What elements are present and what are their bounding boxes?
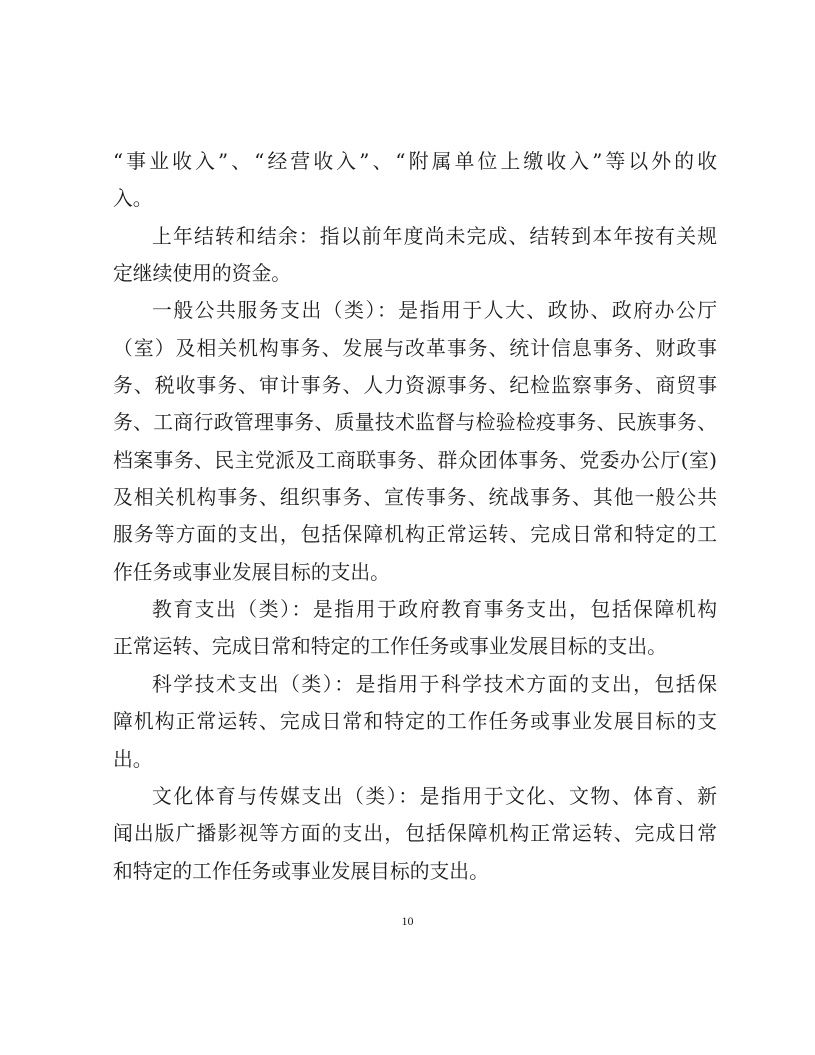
text-line: 作任务或事业发展目标的支出。: [113, 560, 390, 584]
text-line: （室）及相关机构事务、发展与改革事务、统计信息事务、财政事: [113, 336, 717, 360]
text-line: 和特定的工作任务或事业发展目标的支出。: [113, 859, 489, 883]
text-line: “事业收入”、“经营收入”、“附属单位上缴收入”等以外的收: [113, 150, 717, 173]
body-text: [113, 143, 717, 890]
text-line: 障机构正常运转、完成日常和特定的工作任务或事业发展目标的支: [113, 710, 717, 734]
text-line: 服务等方面的支出，包括保障机构正常运转、完成日常和特定的工: [113, 523, 717, 547]
text-line: 定继续使用的资金。: [113, 262, 292, 286]
text-line: 档案事务、民主党派及工商联事务、群众团体事务、党委办公厅(室): [113, 448, 717, 472]
text-line: 务、工商行政管理事务、质量技术监督与检验检疫事务、民族事务、: [113, 411, 717, 435]
text-line: 务、税收事务、审计事务、人力资源事务、纪检监察事务、商贸事: [113, 374, 717, 398]
text-line: 科学技术支出（类）：是指用于科学技术方面的支出，包括保: [152, 672, 717, 696]
paragraph-education: [113, 591, 717, 666]
text-line: 一般公共服务支出（类）：是指用于人大、政协、政府办公厅: [152, 299, 717, 323]
paragraph-income-continuation: [113, 143, 717, 218]
text-line: 文化体育与传媒支出（类）：是指用于文化、文物、体育、新: [152, 784, 717, 808]
page-number: 10: [401, 914, 414, 928]
text-line: 闻出版广播影视等方面的支出，包括保障机构正常运转、完成日常: [113, 822, 717, 846]
paragraph-carryover: [113, 218, 717, 293]
paragraph-culture-sports-media: [113, 778, 717, 890]
paragraph-science-technology: [113, 666, 717, 778]
text-line: 出。: [113, 747, 153, 771]
text-line: 及相关机构事务、组织事务、宣传事务、统战事务、其他一般公共: [113, 486, 717, 510]
paragraph-general-public-services: [113, 292, 717, 591]
text-line: 正常运转、完成日常和特定的工作任务或事业发展目标的支出。: [113, 635, 667, 659]
text-line: 教育支出（类）：是指用于政府教育事务支出，包括保障机构: [152, 598, 717, 622]
text-line: 上年结转和结余：指以前年度尚未完成、结转到本年按有关规: [152, 224, 717, 248]
text-line: 入。: [113, 187, 153, 211]
